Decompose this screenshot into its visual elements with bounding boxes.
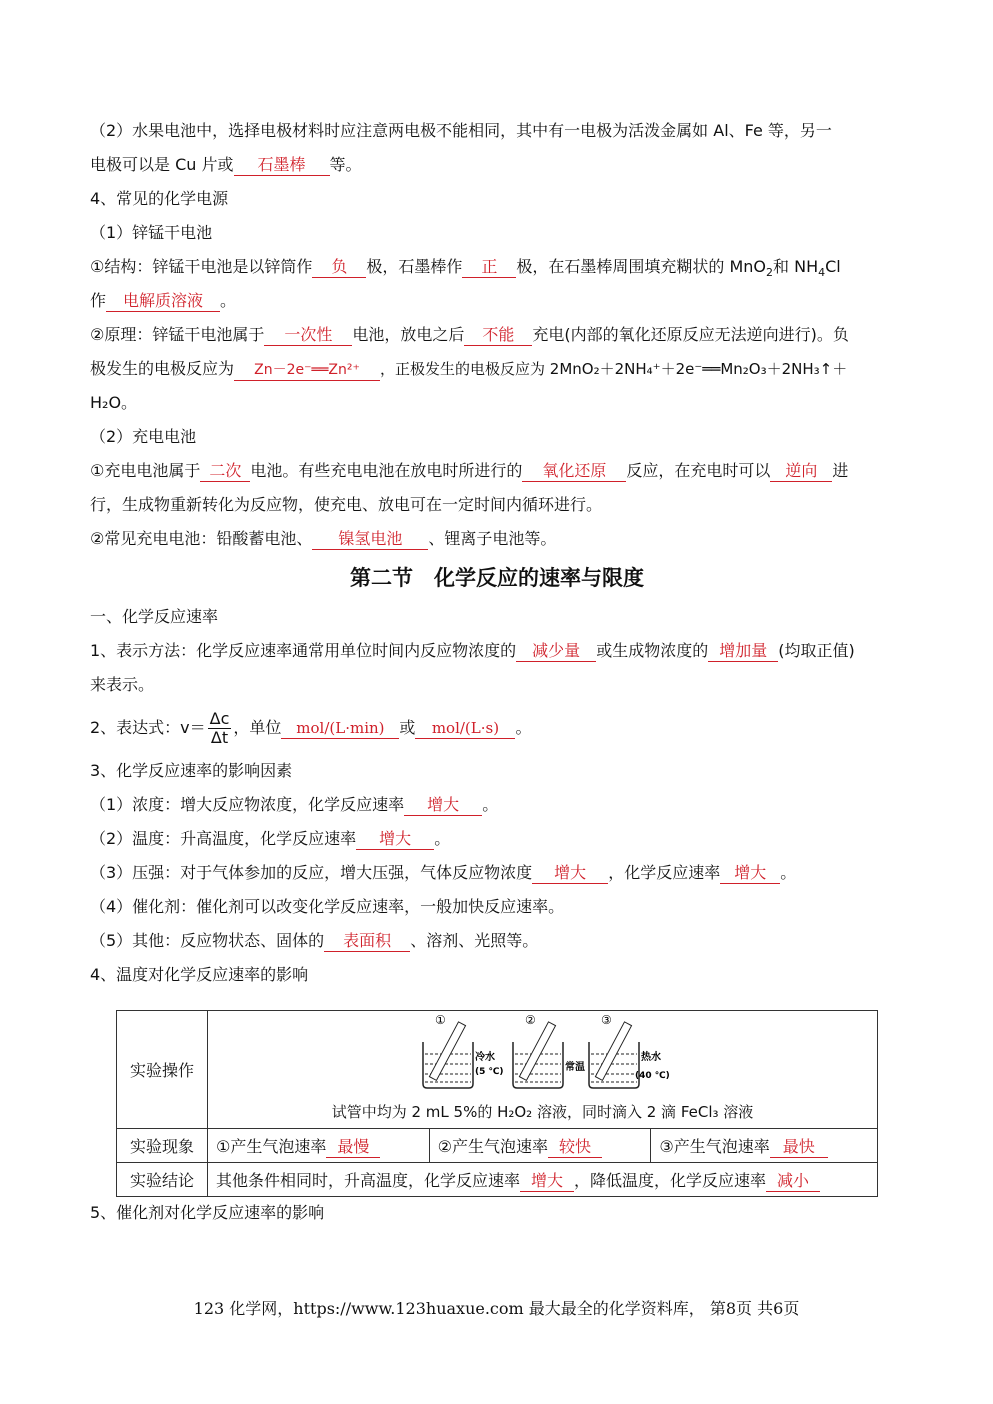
answer-blank: 二次 [200,461,250,482]
charge-line-3 [90,522,904,556]
text: ，化学反应速率 [608,863,721,882]
beaker-2 [513,1021,563,1087]
answer-blank: 石墨棒 [234,155,330,176]
phen-2 [429,1129,651,1163]
section-title: 第二节 化学反应的速率与限度 [350,565,644,590]
text: 、锂离子电池等。 [428,529,557,548]
principle-line-2 [90,352,904,386]
experiment-table [116,1010,878,1197]
text: 和 NH [773,257,819,276]
text: ③产生气泡速率 [659,1136,770,1156]
text: 。 [482,795,499,814]
heading-rate [90,600,904,634]
room-label: 常温 [564,1061,585,1073]
answer-blank: 表面积 [324,931,410,952]
text: 进 [832,461,849,480]
text: 。 [780,863,797,882]
text: 充电(内部的氧化还原反应无法逆向进行)。负 [532,325,849,344]
text: 或生成物浓度的 [596,641,709,660]
charge-line-1 [90,454,904,488]
answer-blank: 减少量 [516,641,596,662]
answer-blank: 减小 [766,1171,820,1192]
text: 4、常见的化学电源 [90,189,229,208]
hot-temp: (40 ℃) [634,1070,670,1081]
text: ②原理：锌锰干电池属于 [90,325,265,344]
rate-line-1 [90,634,904,668]
text: ①结构：锌锰干电池是以锌筒作 [90,257,313,276]
text: 或 [399,718,416,737]
text: 。 [515,718,532,737]
text: 2、表达式：v＝ [90,718,206,737]
answer-blank: 增大 [720,863,780,884]
text: Cl [825,257,841,276]
text: 行，生成物重新转化为反应物，使充电、放电可在一定时间内循环进行。 [90,495,603,514]
text: （2）温度：升高温度，化学反应速率 [90,829,357,848]
heading-charge [90,420,904,454]
answer-blank: 增大 [532,863,608,884]
text: H₂O。 [90,393,138,412]
text: （3）压强：对于气体参加的反应，增大压强，气体反应物浓度 [90,863,533,882]
answer-blank: 增加量 [708,641,778,662]
factor-catalyst [90,890,904,924]
charge-line-2 [90,488,904,522]
answer-blank: Zn－2e⁻══Zn²⁺ [234,360,380,381]
conc-label: 实验结论 [117,1163,208,1197]
text: 1、表示方法：化学反应速率通常用单位时间内反应物浓度的 [90,641,517,660]
text: ②产生气泡速率 [437,1136,549,1156]
structure-line-2 [90,284,904,318]
fruit-line-2 [90,148,904,182]
op-cell [208,1011,878,1129]
phen-1 [208,1129,430,1163]
document-body [90,114,904,992]
text: ①充电电池属于 [90,461,201,480]
heading-sec4 [90,182,904,216]
text: 3、化学反应速率的影响因素 [90,761,293,780]
answer-blank: 电解质溶液 [106,291,220,312]
rate-expression [90,702,904,754]
answer-blank: 负 [312,257,366,278]
heading-factors [90,754,904,788]
answer-blank: mol/(L·s) [415,718,515,739]
answer-blank: 最快 [770,1137,828,1158]
rate-line-2 [90,668,904,702]
text: 极，石墨棒作 [366,257,463,276]
mark-3: ③ [600,1012,612,1027]
principle-line-3 [90,386,904,420]
text: ①产生气泡速率 [216,1136,327,1156]
answer-blank: 镍氢电池 [312,529,428,550]
answer-blank: 较快 [548,1137,602,1158]
text: 来表示。 [90,675,155,694]
text: 一、化学反应速率 [90,607,219,626]
conc-text [208,1163,878,1197]
phen-label: 实验现象 [117,1129,208,1163]
factor-temperature [90,822,904,856]
factor-pressure [90,856,904,890]
numerator: Δc [209,709,230,728]
text: 作 [90,291,107,310]
answer-blank: 不能 [464,325,532,346]
hot-label: 热水 [640,1051,661,1063]
answer-blank: 逆向 [770,461,832,482]
beaker-1 [423,1021,473,1087]
text: ，单位 [233,718,282,737]
text: ，正极发生的电极反应为 2MnO₂＋2NH₄⁺＋2e⁻══Mn₂O₃＋2NH₃↑＋ [380,360,848,378]
text: 电池。有些充电电池在放电时所进行的 [250,461,523,480]
cold-label: 冷水 [474,1051,495,1063]
text: （4）催化剂：催化剂可以改变化学反应速率，一般加快反应速率。 [90,897,565,916]
heading-temp-effect [90,958,904,992]
text: ，降低温度，化学反应速率 [574,1170,767,1190]
heading-zinc [90,216,904,250]
text: 电极可以是 Cu 片或 [90,155,234,174]
text: 极发生的电极反应为 [90,359,235,378]
answer-blank: 一次性 [264,325,352,346]
text: (均取正值) [778,641,855,660]
answer-blank: 增大 [520,1171,574,1192]
text: 电池，放电之后 [352,325,465,344]
op-label: 实验操作 [117,1011,208,1129]
text: 极，在石墨棒周围填充糊状的 MnO [516,257,767,276]
page-footer: 123 化学网，https://www.123huaxue.com 最大最全的化学资料库， 第8页 共6页 [193,1299,800,1318]
fruit-line-1 [90,114,904,148]
text: （2）充电电池 [90,427,197,446]
answer-blank: 最慢 [326,1137,380,1158]
factor-concentration [90,788,904,822]
fraction [208,710,232,747]
answer-blank: mol/(L·min) [281,718,399,739]
text: （1）浓度：增大反应物浓度，化学反应速率 [90,795,405,814]
text: ②常见充电电池：铅酸蓄电池、 [90,529,313,548]
factor-other [90,924,904,958]
beaker-diagram [413,1012,673,1092]
phen-3 [651,1129,878,1163]
beaker-3 [589,1021,639,1087]
structure-line-1: ①结构：锌锰干电池是以锌筒作 负 极，石墨棒作 正 极，在石墨棒周围填充糊状的 MnO$_2$和 $NH_4Cl$ [90,257,841,280]
text: 4、温度对化学反应速率的影响 [90,965,309,984]
mark-2: ② [524,1012,536,1027]
answer-blank: 增大 [404,795,482,816]
op-text: 试管中均为 2 mL 5%的 H₂O₂ 溶液，同时滴入 2 滴 FeCl₃ 溶液 [331,1102,754,1121]
principle-line-1 [90,318,904,352]
text: 、溶剂、光照等。 [410,931,539,950]
text: 反应，在充电时可以 [626,461,771,480]
text: （2）水果电池中，选择电极材料时应注意两电极不能相同，其中有一电极为活泼金属如 Al、Fe 等，另一 [90,121,832,140]
text: 。 [220,291,237,310]
answer-blank: 增大 [356,829,434,850]
text: （5）其他：反应物状态、固体的 [90,931,325,950]
cold-temp: (5 ℃) [474,1066,504,1077]
answer-blank: 氧化还原 [522,461,626,482]
mark-1: ① [434,1012,446,1027]
denominator: Δt [210,728,229,747]
text: 其他条件相同时，升高温度，化学反应速率 [216,1170,521,1190]
text: （1）锌锰干电池 [90,223,213,242]
text: 。 [434,829,451,848]
heading-catalyst-effect: 5、催化剂对化学反应速率的影响 [90,1203,325,1222]
answer-blank: 正 [462,257,516,278]
text: 等。 [329,155,362,174]
